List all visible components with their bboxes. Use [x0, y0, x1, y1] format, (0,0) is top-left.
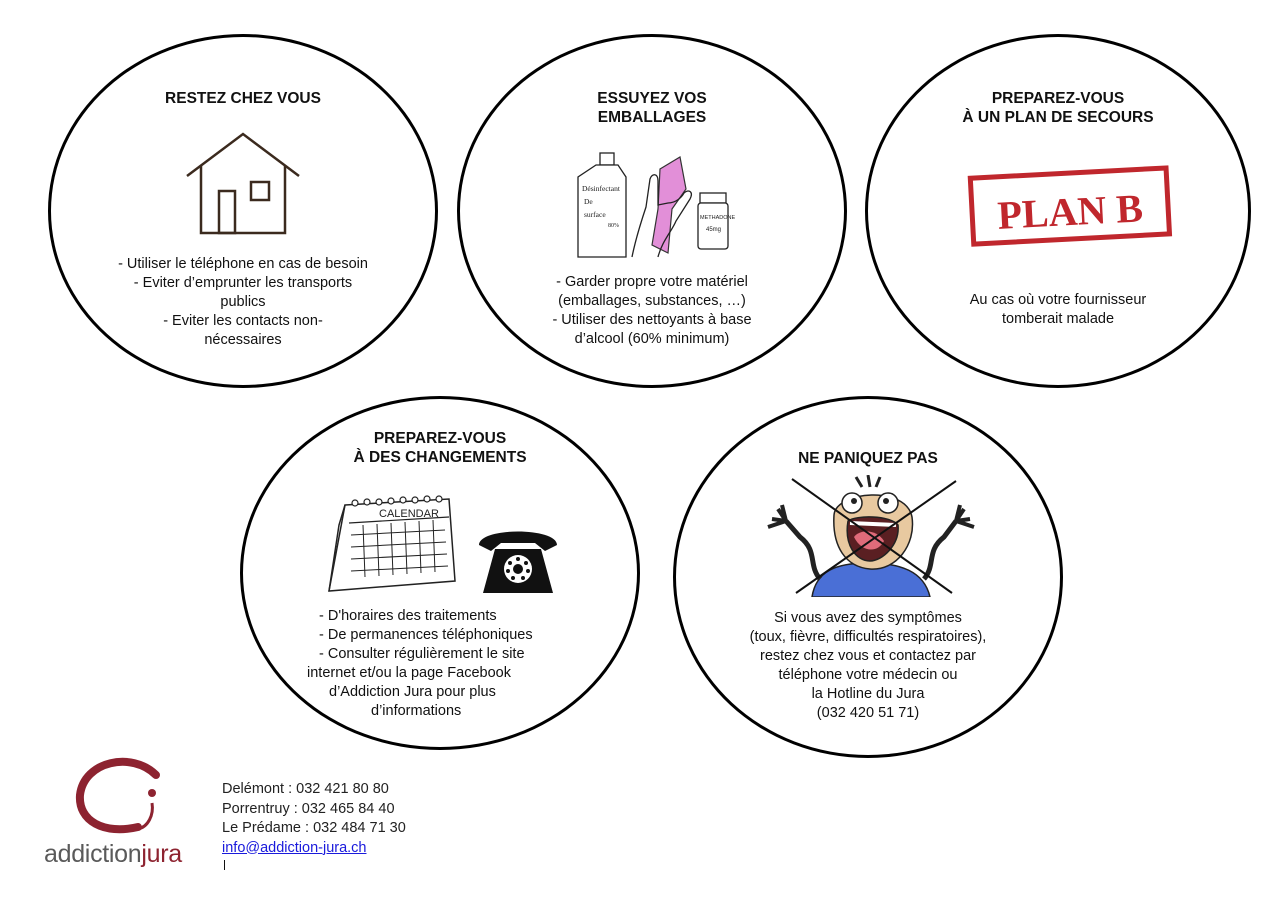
contact-delemont: Delémont : 032 421 80 80 [222, 781, 389, 797]
svg-text:80%: 80% [608, 223, 619, 229]
circle-text: - Garder propre votre matériel (emballages, substances, …) - Utiliser des nettoyants à base d’alcool (60% minimum) [552, 274, 752, 347]
info-circle-dont-panic [673, 396, 1063, 758]
plan-b-stamp-icon [966, 165, 1176, 251]
telephone-icon [475, 523, 561, 595]
text-cursor [224, 860, 225, 870]
brand-name: addictionjura [44, 840, 182, 868]
circle-title: PREPAREZ-VOUS À DES CHANGEMENTS [353, 430, 527, 466]
contact-le-predame: Le Prédame : 032 484 71 30 [222, 820, 406, 836]
circle-title: ESSUYEZ VOS EMBALLAGES [597, 90, 707, 126]
svg-text:Désinfectant: Désinfectant [582, 184, 620, 193]
disinfectant-icon [572, 149, 742, 259]
circle-title: PREPAREZ-VOUS À UN PLAN DE SECOURS [962, 90, 1154, 126]
circle-text: Au cas où votre fournisseur tomberait malade [969, 292, 1147, 327]
circle-title: NE PANIQUEZ PAS [798, 450, 938, 467]
contact-list [222, 780, 406, 858]
svg-text:45mg: 45mg [706, 227, 722, 233]
svg-text:surface: surface [584, 210, 606, 219]
info-circle-changes [240, 396, 640, 750]
house-icon [181, 129, 306, 239]
info-circle-backup-plan [865, 34, 1251, 388]
svg-text:De: De [584, 197, 593, 206]
calendar-icon [321, 495, 461, 599]
info-circle-wipe-packaging [457, 34, 847, 388]
svg-text:METHADONE: METHADONE [700, 215, 736, 221]
circle-title: RESTEZ CHEZ VOUS [165, 90, 321, 107]
email-link[interactable]: info@addiction-jura.ch [222, 839, 367, 856]
circle-text: - D'horaires des traitements - De permanences téléphoniques - Consulter régulièrement le site internet et/ou la page Facebook d’Addiction Jura pour plus d’informations [307, 608, 533, 719]
svg-text:CALENDAR: CALENDAR [379, 508, 439, 520]
contact-porrentruy: Porrentruy : 032 465 84 40 [222, 800, 395, 817]
svg-text:PLAN B: PLAN B [996, 185, 1145, 238]
circle-text: - Utiliser le téléphone en cas de besoin - Eviter d’emprunter les transports publics - Eviter les contacts non- nécessaires [118, 256, 368, 348]
circle-text: Si vous avez des symptômes (toux, fièvre, difficultés respiratoires), restez chez vous et contactez par téléphone votre médecin ou la Hotline du Jura (032 420 51 71) [749, 610, 987, 721]
info-circle-stay-home [48, 34, 438, 388]
panic-crossed-icon [756, 475, 986, 597]
